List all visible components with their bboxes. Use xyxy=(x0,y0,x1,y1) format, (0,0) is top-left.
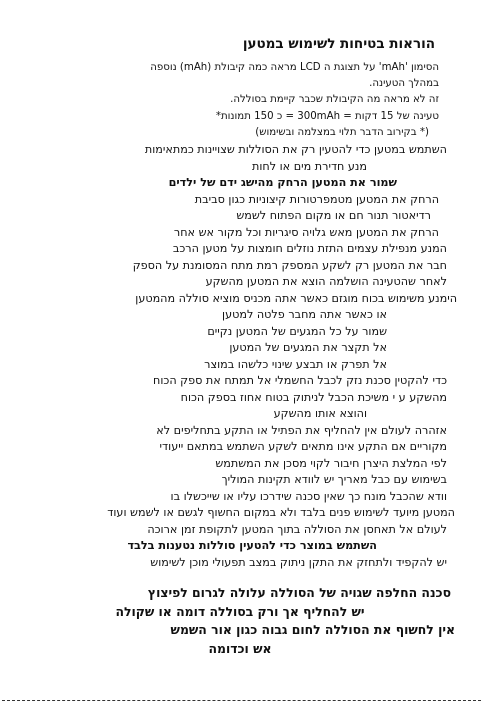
safety-line: בשימוש עם כבל מאריך יש לוודא תקינות המוליך xyxy=(221,473,447,486)
safety-line: המטען מיועד לשימוש פנים בלבד ולא במקום החשוף לגשם או לשמש ועוד xyxy=(107,506,455,519)
safety-line: לאחר שהטעינה הושלמה הוצא את המטען מהשקע xyxy=(205,275,447,288)
intro-line: זה לא מראה מה הקיבולת שכבר קיימת בסוללה. xyxy=(230,94,439,106)
intro-line: טעינה של 15 דקות = 300mAh = כ 150 תמונות* xyxy=(215,110,439,122)
safety-line: אזהרה לעולם אין להחליף את הפתיל או התקע בתחליפים לא xyxy=(156,423,447,437)
warning-line: אש וכדומה xyxy=(208,640,272,656)
safety-line: או כאשר אתה מחבר פלטה למטען xyxy=(222,308,387,321)
safety-line: מהשקע ע י משיכת הכבל לניתוק בטוח אחוז בספק הכוח xyxy=(180,390,447,404)
safety-list xyxy=(17,142,457,571)
warning-line: יש להחליף אך ורק בסוללה דומה או שקולה xyxy=(115,603,365,619)
danger-warning xyxy=(25,584,455,658)
page-title: הוראות בטיחות לשימוש במטען xyxy=(242,36,435,52)
safety-line: והוצא אותו מהשקע xyxy=(273,407,367,420)
safety-line: אל תפרק או תבצע שינוי כלשהו במוצר xyxy=(204,357,387,371)
safety-line: לפי המלצת היצרן חיבור לקוי מסכן את המשתמש xyxy=(215,456,447,470)
intro-line: הסימון 'mAh' על תצוגת ה LCD מראה כמה קיבולת (mAh) נוספה xyxy=(150,62,439,73)
safety-line: המנע מנפילת עצמים התזת נוזלים חומצות על מטען הרכב xyxy=(172,242,447,255)
safety-line: חבר את המטען רק לשקע המספק רמת מתח המסומנת על הספק xyxy=(132,258,447,272)
intro-line: (* בקירוב הדבר תלוי במצלמה ובשימוש) xyxy=(255,126,429,138)
cut-line-divider xyxy=(2,700,481,701)
safety-line: אל תקצר את המגעים של המטען xyxy=(229,341,387,354)
safety-line: מנע חדירת מים או לחות xyxy=(251,159,367,173)
safety-line: השתמש במוצר כדי להטעין סוללות נטענות בלבד xyxy=(127,539,377,552)
safety-line: הרחק את המטען מטמפרטורות קיצוניות כגון סביבת xyxy=(194,192,439,206)
safety-line: שמור על כל המגעים של המטען נקיים xyxy=(207,324,387,338)
safety-line: לעולם אל תאחסן את הסוללה בתוך המטען לתקופת זמן ארוכה xyxy=(147,522,447,536)
safety-line: הרחק את המטען מאש גלויה סיגריות וכל מקור אש אחר xyxy=(173,225,439,239)
safety-line: מקוריים אם התקע אינו מתאים לשקע השתמש במתאם ייעודי xyxy=(159,440,447,453)
safety-line: שמור את המטען הרחק מהישג ידם של ילדים xyxy=(168,176,397,189)
safety-line: כדי להקטין סכנת נזק לכבל החשמלי אל תמתח את ספק הכוח xyxy=(153,374,447,387)
safety-line: וודא שהכבל מונח כך שאין סכנה שידרכו עליו או שייכשלו בו xyxy=(170,489,447,503)
safety-line: רדיאטור תנור חם או מקום הפתוח לשמש xyxy=(236,209,431,222)
intro-section xyxy=(39,60,439,141)
warning-line: סכנה החלפה שגויה של הסוללה עלולה לגרום לפיצוץ xyxy=(147,585,451,600)
safety-line: יש להקפיד ולתחזק את התקן ניתוק במצב תפעולי מוכן לשימוש xyxy=(150,555,447,569)
safety-line: השתמש במטען כדי להטעין רק את הסוללות שצויינות כמתאימות xyxy=(144,143,447,156)
intro-line: במהלך הטעינה. xyxy=(369,78,439,90)
warning-line: אין לחשוף את הסוללה לחום גבוה כגון אור השמש xyxy=(170,622,455,637)
safety-line: הימנע משימוש בכוח מוגזם כאשר אתה מכניס מוציא סוללה מהמטען xyxy=(135,291,457,305)
